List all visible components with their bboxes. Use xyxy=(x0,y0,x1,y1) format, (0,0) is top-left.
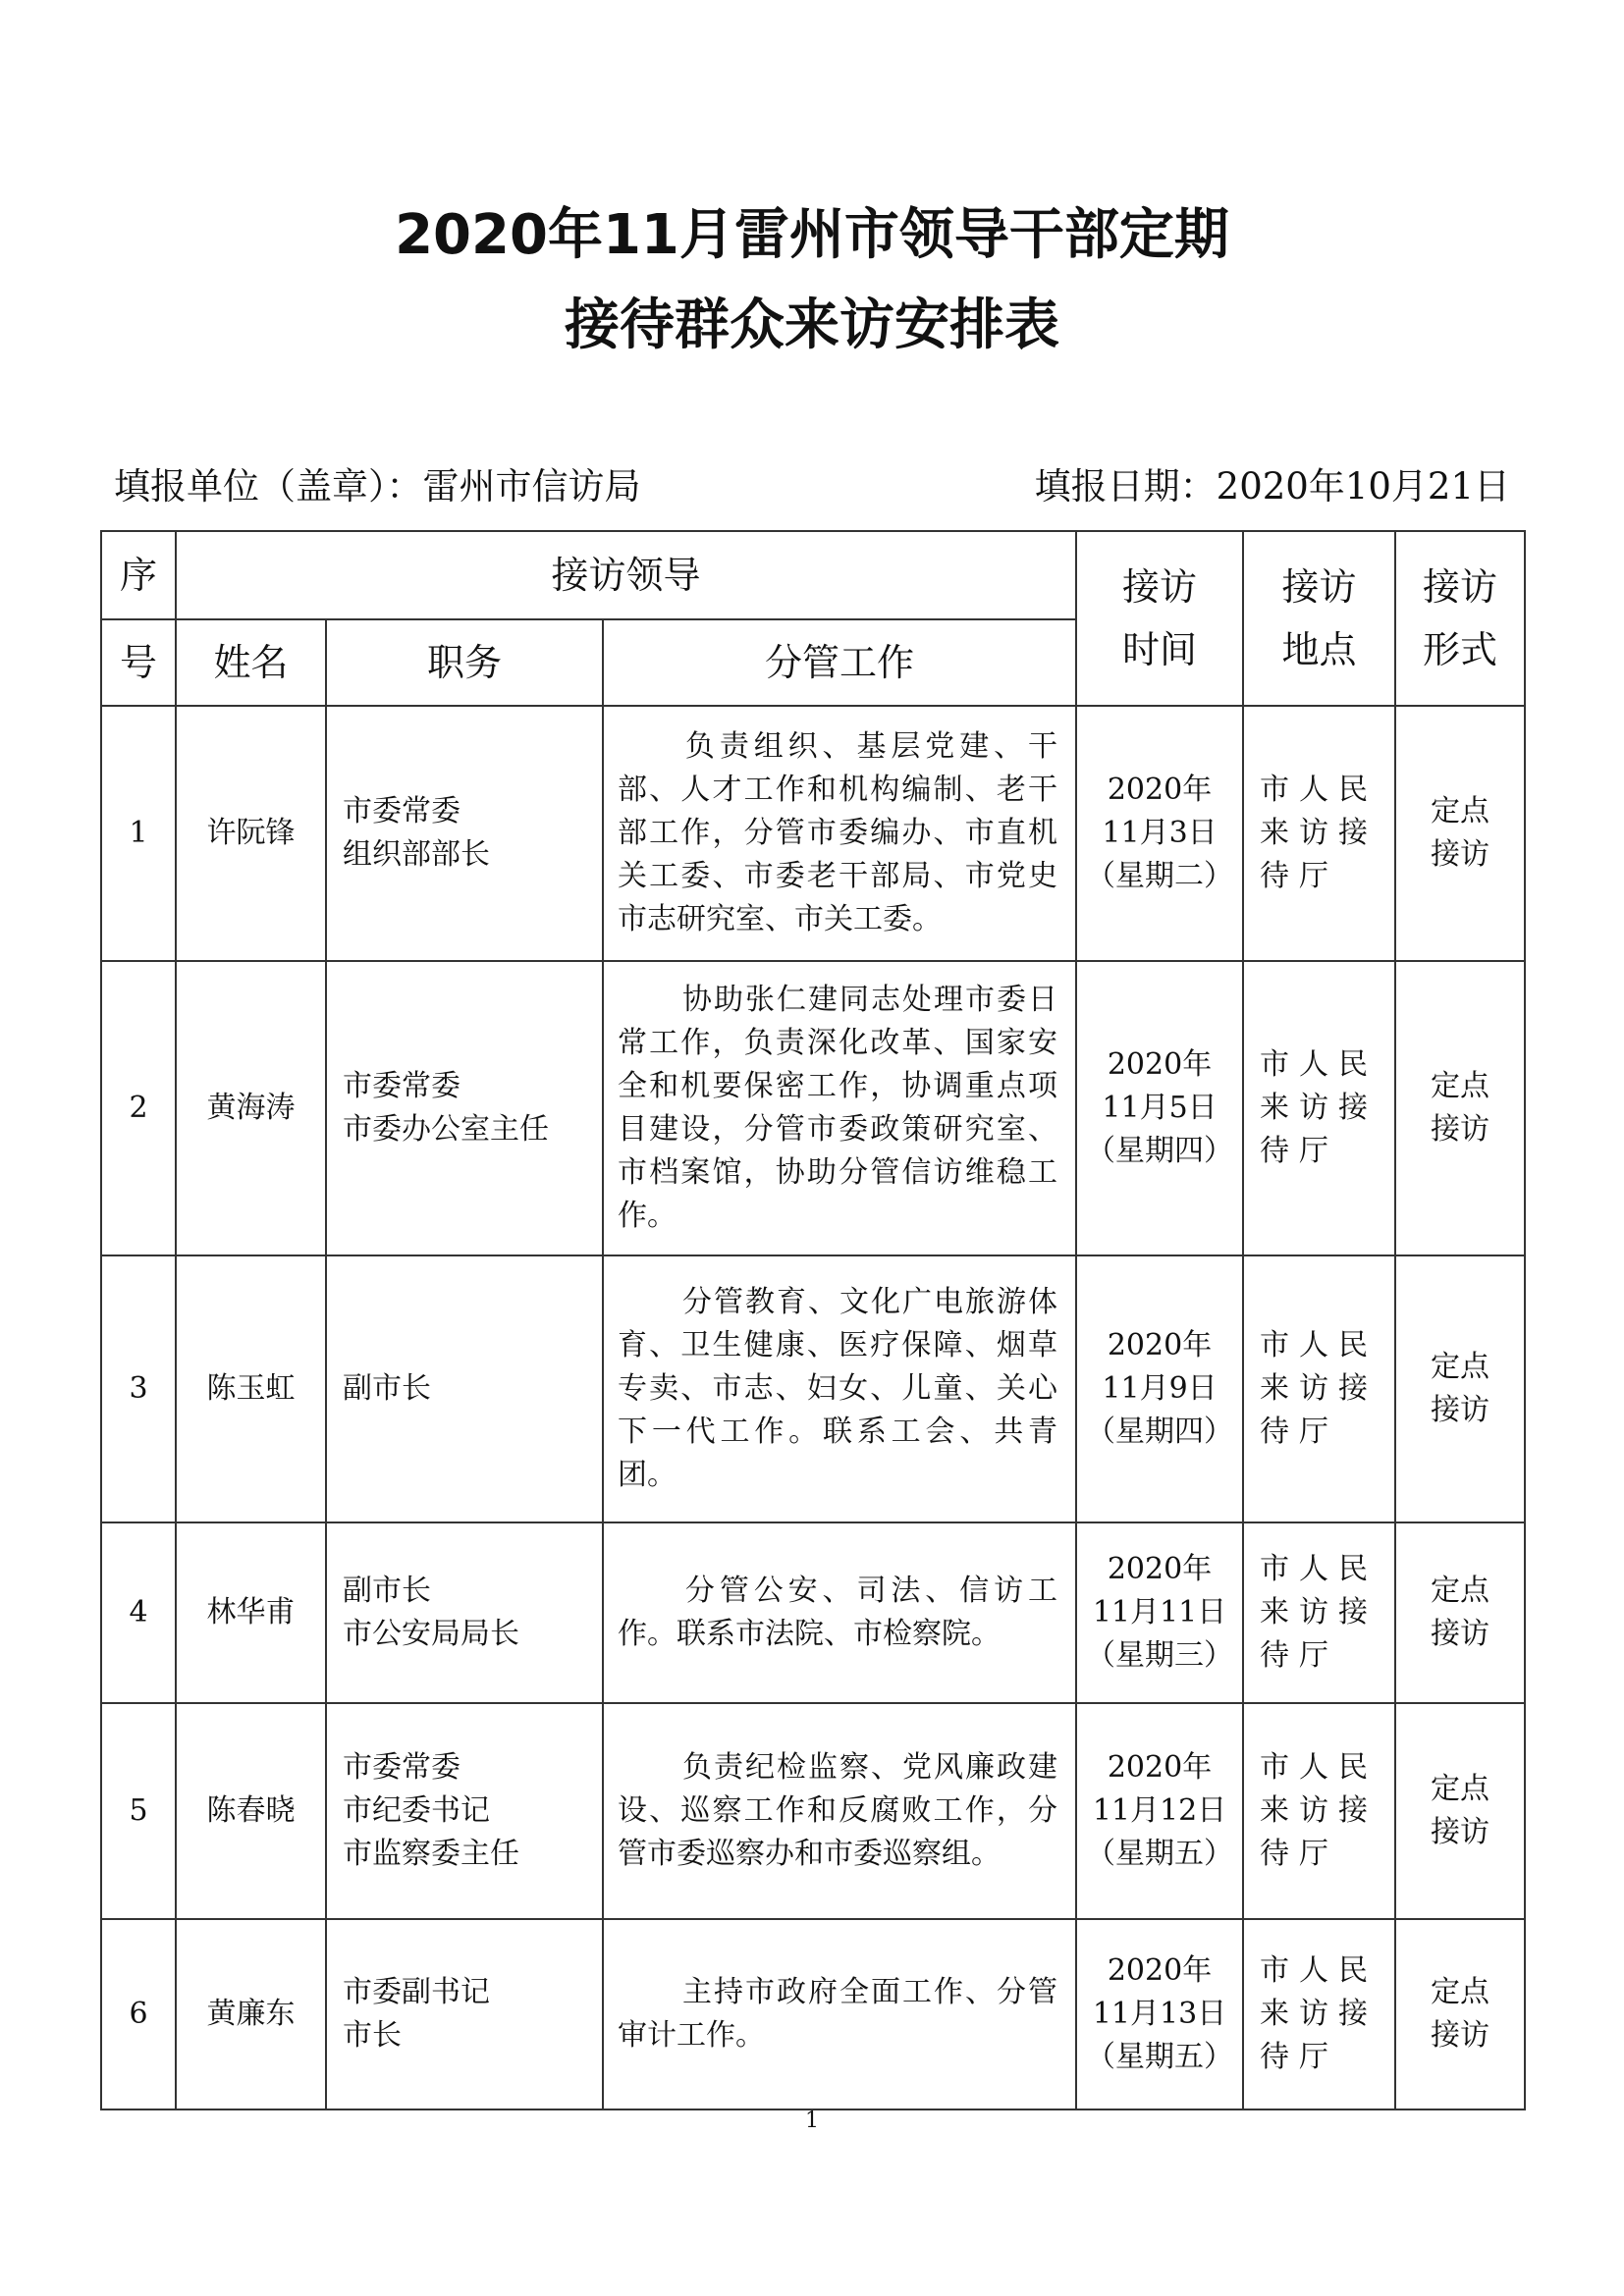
position-line: 副市长 xyxy=(343,1371,431,1406)
place-line: 待厅 xyxy=(1260,1837,1339,1871)
form-line: 定点 xyxy=(1431,1772,1490,1806)
place-line: 市人民 xyxy=(1260,1552,1379,1586)
seq-cell: 3 xyxy=(101,1255,176,1522)
place-line: 来访接 xyxy=(1260,1371,1379,1406)
header-seq-bottom: 号 xyxy=(101,619,176,706)
duties-cell: 分管公安、司法、信访工作。联系市法院、市检察院。 xyxy=(603,1522,1076,1703)
name-cell: 许阮锋 xyxy=(176,706,326,961)
reporting-date: 填报日期：2020年10月21日 xyxy=(1034,465,1510,507)
form-line: 定点 xyxy=(1431,1975,1490,2009)
time-line: 11月5日 xyxy=(1102,1091,1218,1125)
time-line: 2020年 xyxy=(1107,1750,1213,1785)
time-line: 2020年 xyxy=(1107,1047,1213,1082)
name-cell: 陈玉虹 xyxy=(176,1255,326,1522)
time-line: 2020年 xyxy=(1107,1328,1213,1362)
place-cell xyxy=(1243,1255,1395,1522)
place-cell xyxy=(1243,1703,1395,1919)
header-time: 接访 时间 xyxy=(1076,531,1243,706)
table-body xyxy=(101,706,1525,2109)
position-line: 市委常委 xyxy=(343,794,460,828)
time-line: 2020年 xyxy=(1107,1953,1213,1988)
place-line: 待厅 xyxy=(1260,1134,1339,1168)
time-cell xyxy=(1076,1255,1243,1522)
position-line: 市委副书记 xyxy=(343,1975,490,2009)
table-row xyxy=(101,1703,1525,1919)
header-place: 接访 地点 xyxy=(1243,531,1395,706)
position-line: 副市长 xyxy=(343,1574,431,1608)
table-row xyxy=(101,1522,1525,1703)
name-cell: 陈春晓 xyxy=(176,1703,326,1919)
duties-cell: 分管教育、文化广电旅游体育、卫生健康、医疗保障、烟草专卖、市志、妇女、儿童、关心下一代工作。联系工会、共青团。 xyxy=(603,1255,1076,1522)
page-number: 1 xyxy=(805,2109,819,2133)
name-cell: 黄廉东 xyxy=(176,1919,326,2109)
time-cell xyxy=(1076,1522,1243,1703)
seq-cell: 5 xyxy=(101,1703,176,1919)
time-line: （星期四） xyxy=(1086,1134,1234,1168)
time-line: 11月13日 xyxy=(1092,1997,1227,2031)
time-line: （星期二） xyxy=(1086,859,1234,893)
position-line: 市委常委 xyxy=(343,1069,460,1103)
schedule-table xyxy=(100,530,1526,2110)
place-line: 市人民 xyxy=(1260,1047,1379,1082)
seq-cell: 2 xyxy=(101,961,176,1255)
position-line: 市公安局局长 xyxy=(343,1617,519,1651)
time-cell xyxy=(1076,706,1243,961)
seq-cell: 4 xyxy=(101,1522,176,1703)
time-line: 2020年 xyxy=(1107,773,1213,807)
form-line: 接访 xyxy=(1431,1617,1490,1651)
place-line: 市人民 xyxy=(1260,1750,1379,1785)
place-line: 来访接 xyxy=(1260,1595,1379,1629)
seq-cell: 1 xyxy=(101,706,176,961)
position-line: 市长 xyxy=(343,2018,402,2053)
time-line: 2020年 xyxy=(1107,1552,1213,1586)
duties-cell: 协助张仁建同志处理市委日常工作，负责深化改革、国家安全和机要保密工作，协调重点项目建设，分管市委政策研究室、市档案馆，协助分管信访维稳工作。 xyxy=(603,961,1076,1255)
place-line: 来访接 xyxy=(1260,1997,1379,2031)
time-line: （星期五） xyxy=(1086,2040,1234,2074)
place-cell xyxy=(1243,961,1395,1255)
time-line: （星期四） xyxy=(1086,1415,1234,1449)
name-cell: 黄海涛 xyxy=(176,961,326,1255)
position-line: 市委办公室主任 xyxy=(343,1112,549,1147)
form-cell xyxy=(1395,961,1525,1255)
form-line: 接访 xyxy=(1431,837,1490,872)
place-line: 待厅 xyxy=(1260,2040,1339,2074)
seq-cell: 6 xyxy=(101,1919,176,2109)
duties-cell: 负责纪检监察、党风廉政建设、巡察工作和反腐败工作，分管市委巡察办和市委巡察组。 xyxy=(603,1703,1076,1919)
header-leader: 接访领导 xyxy=(176,531,1076,619)
time-line: 11月9日 xyxy=(1102,1371,1218,1406)
time-line: 11月12日 xyxy=(1092,1793,1227,1828)
time-cell xyxy=(1076,961,1243,1255)
position-cell xyxy=(326,706,603,961)
duties-cell: 主持市政府全面工作、分管审计工作。 xyxy=(603,1919,1076,2109)
header-position: 职务 xyxy=(326,619,603,706)
time-cell xyxy=(1076,1703,1243,1919)
place-cell xyxy=(1243,1522,1395,1703)
document-title-line1: 2020年11月雷州市领导干部定期 xyxy=(395,203,1229,267)
place-line: 市人民 xyxy=(1260,773,1379,807)
duties-cell: 负责组织、基层党建、干部、人才工作和机构编制、老干部工作，分管市委编办、市直机关工委、市委老干部局、市党史市志研究室、市关工委。 xyxy=(603,706,1076,961)
place-line: 来访接 xyxy=(1260,1793,1379,1828)
header-duties: 分管工作 xyxy=(603,619,1076,706)
header-form: 接访 形式 xyxy=(1395,531,1525,706)
form-cell xyxy=(1395,1919,1525,2109)
form-line: 定点 xyxy=(1431,794,1490,828)
table-row xyxy=(101,1255,1525,1522)
position-cell xyxy=(326,961,603,1255)
time-line: （星期五） xyxy=(1086,1837,1234,1871)
position-line: 市纪委书记 xyxy=(343,1793,490,1828)
position-cell xyxy=(326,1703,603,1919)
time-line: 11月3日 xyxy=(1102,816,1218,850)
position-line: 市监察委主任 xyxy=(343,1837,519,1871)
place-line: 来访接 xyxy=(1260,1091,1379,1125)
position-cell xyxy=(326,1522,603,1703)
form-cell xyxy=(1395,1255,1525,1522)
position-cell xyxy=(326,1255,603,1522)
form-cell xyxy=(1395,706,1525,961)
position-cell xyxy=(326,1919,603,2109)
form-line: 定点 xyxy=(1431,1574,1490,1608)
place-line: 待厅 xyxy=(1260,859,1339,893)
time-line: 11月11日 xyxy=(1092,1595,1227,1629)
form-line: 定点 xyxy=(1431,1350,1490,1384)
form-cell xyxy=(1395,1703,1525,1919)
document-title-line2: 接待群众来访安排表 xyxy=(565,294,1059,357)
place-cell xyxy=(1243,1919,1395,2109)
time-cell xyxy=(1076,1919,1243,2109)
table-row xyxy=(101,1919,1525,2109)
form-line: 接访 xyxy=(1431,1393,1490,1427)
form-line: 定点 xyxy=(1431,1069,1490,1103)
time-line: （星期三） xyxy=(1086,1638,1234,1673)
form-cell xyxy=(1395,1522,1525,1703)
header-name: 姓名 xyxy=(176,619,326,706)
form-line: 接访 xyxy=(1431,1112,1490,1147)
reporting-unit: 填报单位（盖章）：雷州市信访局 xyxy=(114,465,641,507)
position-line: 组织部部长 xyxy=(343,837,490,872)
table-row xyxy=(101,961,1525,1255)
place-line: 市人民 xyxy=(1260,1328,1379,1362)
place-line: 来访接 xyxy=(1260,816,1379,850)
place-line: 待厅 xyxy=(1260,1638,1339,1673)
place-line: 待厅 xyxy=(1260,1415,1339,1449)
table-row xyxy=(101,706,1525,961)
place-line: 市人民 xyxy=(1260,1953,1379,1988)
name-cell: 林华甫 xyxy=(176,1522,326,1703)
position-line: 市委常委 xyxy=(343,1750,460,1785)
header-seq-top: 序 xyxy=(101,531,176,619)
header-row-1 xyxy=(101,531,1525,619)
form-line: 接访 xyxy=(1431,2018,1490,2053)
place-cell xyxy=(1243,706,1395,961)
form-line: 接访 xyxy=(1431,1815,1490,1849)
